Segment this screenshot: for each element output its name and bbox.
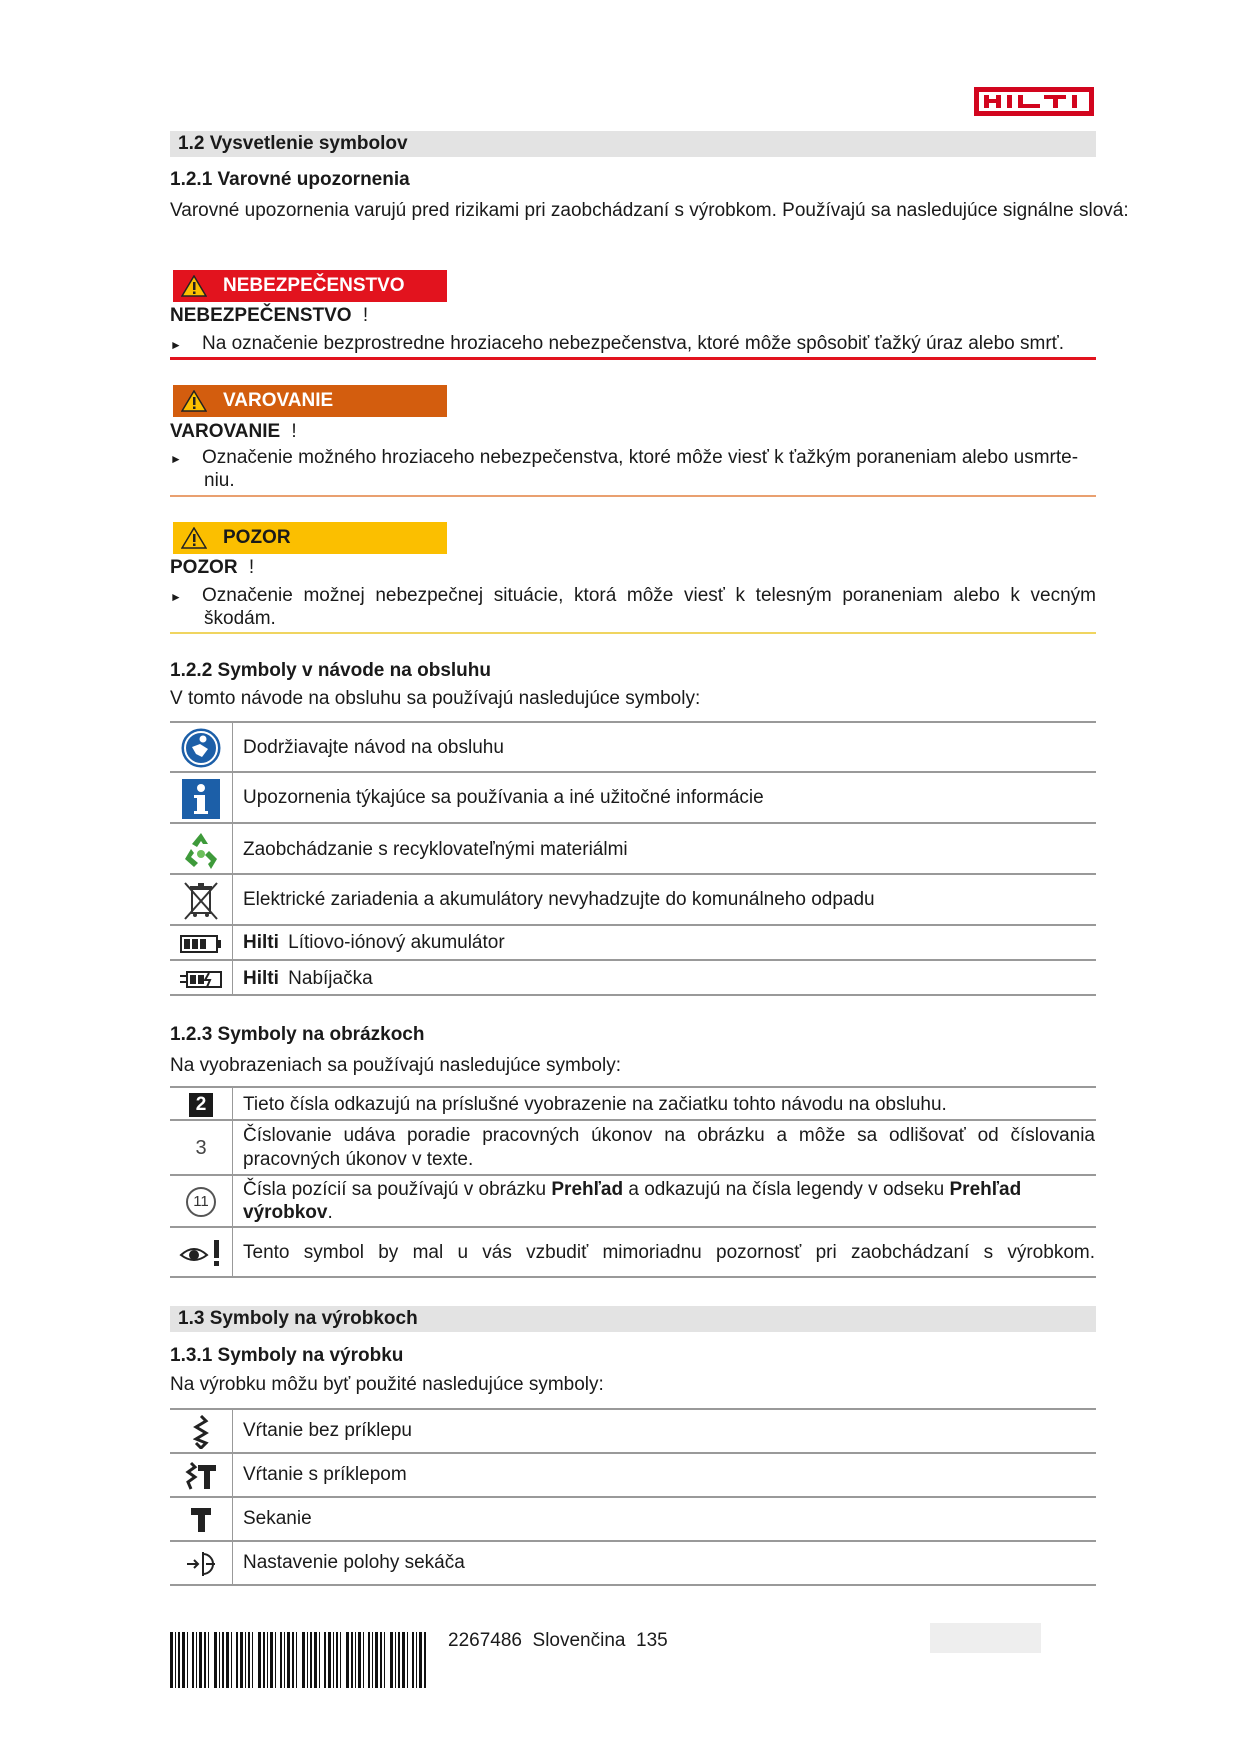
warning-rule: [170, 495, 1096, 497]
product-symbols-intro: Na výrobku môžu byť použité nasledujúce symboly:: [170, 1374, 604, 1395]
table-row: Zaobchádzanie s recyklovateľnými materiálmi: [170, 822, 1096, 875]
table-row: Vŕtanie bez príklepu: [170, 1408, 1096, 1454]
position-number-icon: 11: [186, 1187, 216, 1217]
table-row: Hilti Nabíjačka: [170, 959, 1096, 996]
warning-triangle-icon: [181, 275, 207, 297]
warning-signal-word: VAROVANIE !: [170, 421, 297, 442]
warning-triangle-icon: [181, 527, 207, 549]
footer-info: [448, 1630, 668, 1652]
language: Slovenčina: [532, 1630, 626, 1651]
recycle-icon: [180, 829, 222, 871]
section-heading-1-3: 1.3 Symboly na výrobkoch: [170, 1306, 1096, 1332]
table-row: Vŕtanie s príklepom: [170, 1452, 1096, 1498]
bullet-arrow-icon: ►: [170, 338, 182, 352]
battery-icon: [180, 934, 222, 954]
table-row: Hilti Lítiovo-iónový akumulátor: [170, 924, 1096, 961]
danger-banner: [173, 270, 447, 302]
danger-signal-word: NEBEZPEČENSTVO !: [170, 305, 369, 326]
table-row: Elektrické zariadenia a akumulátory nevyhadzujte do komunálneho odpadu: [170, 873, 1096, 926]
table-row: 11 Čísla pozícií sa používajú v obrázku Prehľad a odkazujú na čísla legendy v odseku Prehľad výrobkov.: [170, 1174, 1096, 1228]
info-icon: [181, 778, 221, 820]
warning-banner: [173, 385, 447, 417]
warning-banner-label: VAROVANIE: [223, 390, 334, 411]
table-row: Nastavenie polohy sekáča: [170, 1540, 1096, 1586]
footer-gray-box: [930, 1623, 1041, 1653]
step-number-icon: 3: [195, 1137, 207, 1159]
bullet-arrow-icon: ►: [170, 590, 182, 604]
warning-triangle-icon: [181, 390, 207, 412]
attention-eye-icon: [179, 1238, 223, 1268]
table-row: 3 Číslovanie udáva poradie pracovných úkonov na obrázku a môže sa odlišovať od číslovania pracovných úkonov v texte.: [170, 1119, 1096, 1176]
doc-number: 2267486: [448, 1630, 522, 1651]
figure-number-icon: 2: [189, 1093, 213, 1117]
warnings-intro: Varovné upozornenia varujú pred rizikami pri zaobchádzaní s výrobkom. Používajú sa nasledujúce signálne slová:: [170, 200, 1129, 221]
barcode: [170, 1632, 426, 1688]
page-number: 135: [636, 1630, 668, 1651]
danger-rule: [170, 357, 1096, 360]
danger-banner-label: NEBEZPEČENSTVO: [223, 275, 405, 296]
subsection-heading-1-2-1: 1.2.1 Varovné upozornenia: [170, 169, 410, 190]
table-row: Upozornenia týkajúce sa používania a iné užitočné informácie: [170, 771, 1096, 824]
bullet-arrow-icon: ►: [170, 452, 182, 466]
drill-icon: [193, 1415, 209, 1449]
subsection-heading-1-3-1: 1.3.1 Symboly na výrobku: [170, 1345, 404, 1366]
read-manual-icon: [180, 727, 222, 769]
table-row: Sekanie: [170, 1496, 1096, 1542]
figure-symbols-intro: Na vyobrazeniach sa používajú nasledujúce symboly:: [170, 1055, 621, 1076]
caution-banner-label: POZOR: [223, 527, 291, 548]
caution-signal-word: POZOR !: [170, 557, 255, 578]
subsection-heading-1-2-2: 1.2.2 Symboly v návode na obsluhu: [170, 660, 491, 681]
section-heading-1-2: 1.2 Vysvetlenie symbolov: [170, 131, 1096, 157]
chisel-icon: [190, 1506, 212, 1534]
caution-rule: [170, 632, 1096, 634]
caution-banner: [173, 522, 447, 554]
crossed-bin-icon: [181, 879, 221, 923]
table-row: Tento symbol by mal u vás vzbudiť mimoriadnu pozornosť pri zaobchádzaní s výrobkom.: [170, 1226, 1096, 1278]
subsection-heading-1-2-3: 1.2.3 Symboly na obrázkoch: [170, 1024, 425, 1045]
charger-icon: [179, 968, 223, 990]
hammer-drill-icon: [185, 1461, 217, 1491]
chisel-position-icon: [186, 1551, 216, 1577]
table-row: Dodržiavajte návod na obsluhu: [170, 721, 1096, 773]
table-row: 2 Tieto čísla odkazujú na príslušné vyobrazenie na začiatku tohto návodu na obsluhu.: [170, 1086, 1096, 1121]
hilti-logo: [974, 87, 1094, 116]
manual-symbols-intro: V tomto návode na obsluhu sa používajú nasledujúce symboly:: [170, 688, 701, 709]
